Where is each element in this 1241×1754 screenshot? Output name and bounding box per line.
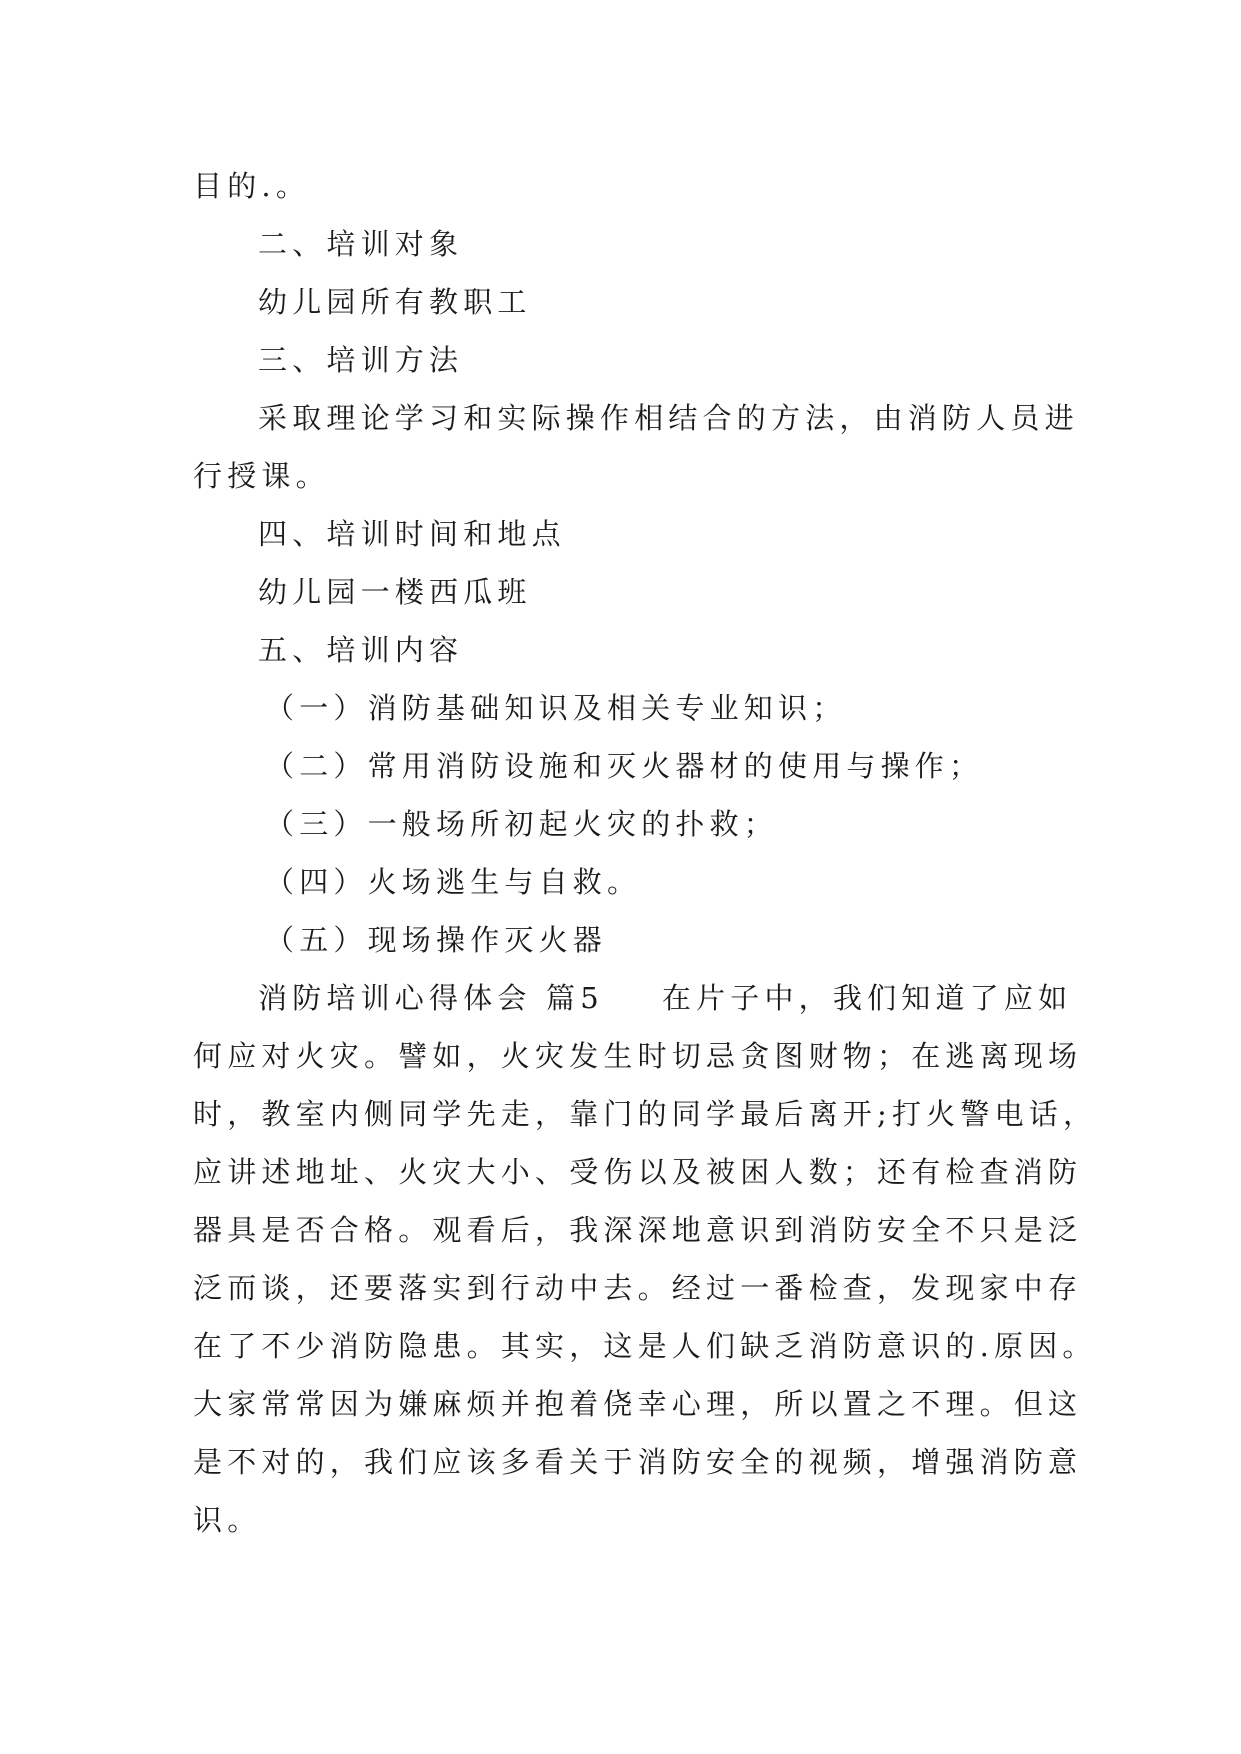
list-item: （四）火场逃生与自救。 — [265, 865, 642, 899]
paragraph-line: 幼儿园所有教职工 — [258, 285, 532, 319]
list-item: （三）一般场所初起火灾的扑救； — [265, 807, 779, 841]
article-heading-line — [193, 969, 1073, 1027]
article-title: 消防培训心得体会 篇5 — [258, 981, 604, 1015]
paragraph-line: 在了不少消防隐患。其实，这是人们缺乏消防意识的.原因。 — [193, 1329, 1097, 1363]
paragraph-line: 采取理论学习和实际操作相结合的方法，由消防人员进 — [258, 401, 1079, 435]
paragraph-line: 应讲述地址、火灾大小、受伤以及被困人数；还有检查消防 — [193, 1155, 1083, 1189]
paragraph-line: 何应对火灾。譬如，火灾发生时切忌贪图财物；在逃离现场 — [193, 1039, 1083, 1073]
section-heading-4: 四、培训时间和地点 — [258, 517, 566, 551]
paragraph-line: 行授课。 — [193, 459, 330, 493]
document-body — [193, 157, 1098, 1549]
paragraph-line: 幼儿园一楼西瓜班 — [258, 575, 532, 609]
paragraph-line: 是不对的，我们应该多看关于消防安全的视频，增强消防意 — [193, 1445, 1083, 1479]
list-item: （二）常用消防设施和灭火器材的使用与操作； — [265, 749, 984, 783]
paragraph-line: 器具是否合格。观看后，我深深地意识到消防安全不只是泛 — [193, 1213, 1083, 1247]
list-item: （一）消防基础知识及相关专业知识； — [265, 691, 847, 725]
paragraph-text: 在片子中，我们知道了应如 — [661, 981, 1073, 1015]
paragraph-line: 识。 — [193, 1503, 262, 1537]
paragraph-line: 大家常常因为嫌麻烦并抱着侥幸心理，所以置之不理。但这 — [193, 1387, 1083, 1421]
section-heading-2: 二、培训对象 — [258, 227, 464, 261]
section-heading-3: 三、培训方法 — [258, 343, 464, 377]
paragraph-line: 目的.。 — [193, 169, 311, 203]
paragraph-line: 泛而谈，还要落实到行动中去。经过一番检查，发现家中存 — [193, 1271, 1083, 1305]
list-item: （五）现场操作灭火器 — [265, 923, 608, 957]
section-heading-5: 五、培训内容 — [258, 633, 464, 667]
paragraph-line: 时，教室内侧同学先走，靠门的同学最后离开;打火警电话， — [193, 1097, 1098, 1131]
